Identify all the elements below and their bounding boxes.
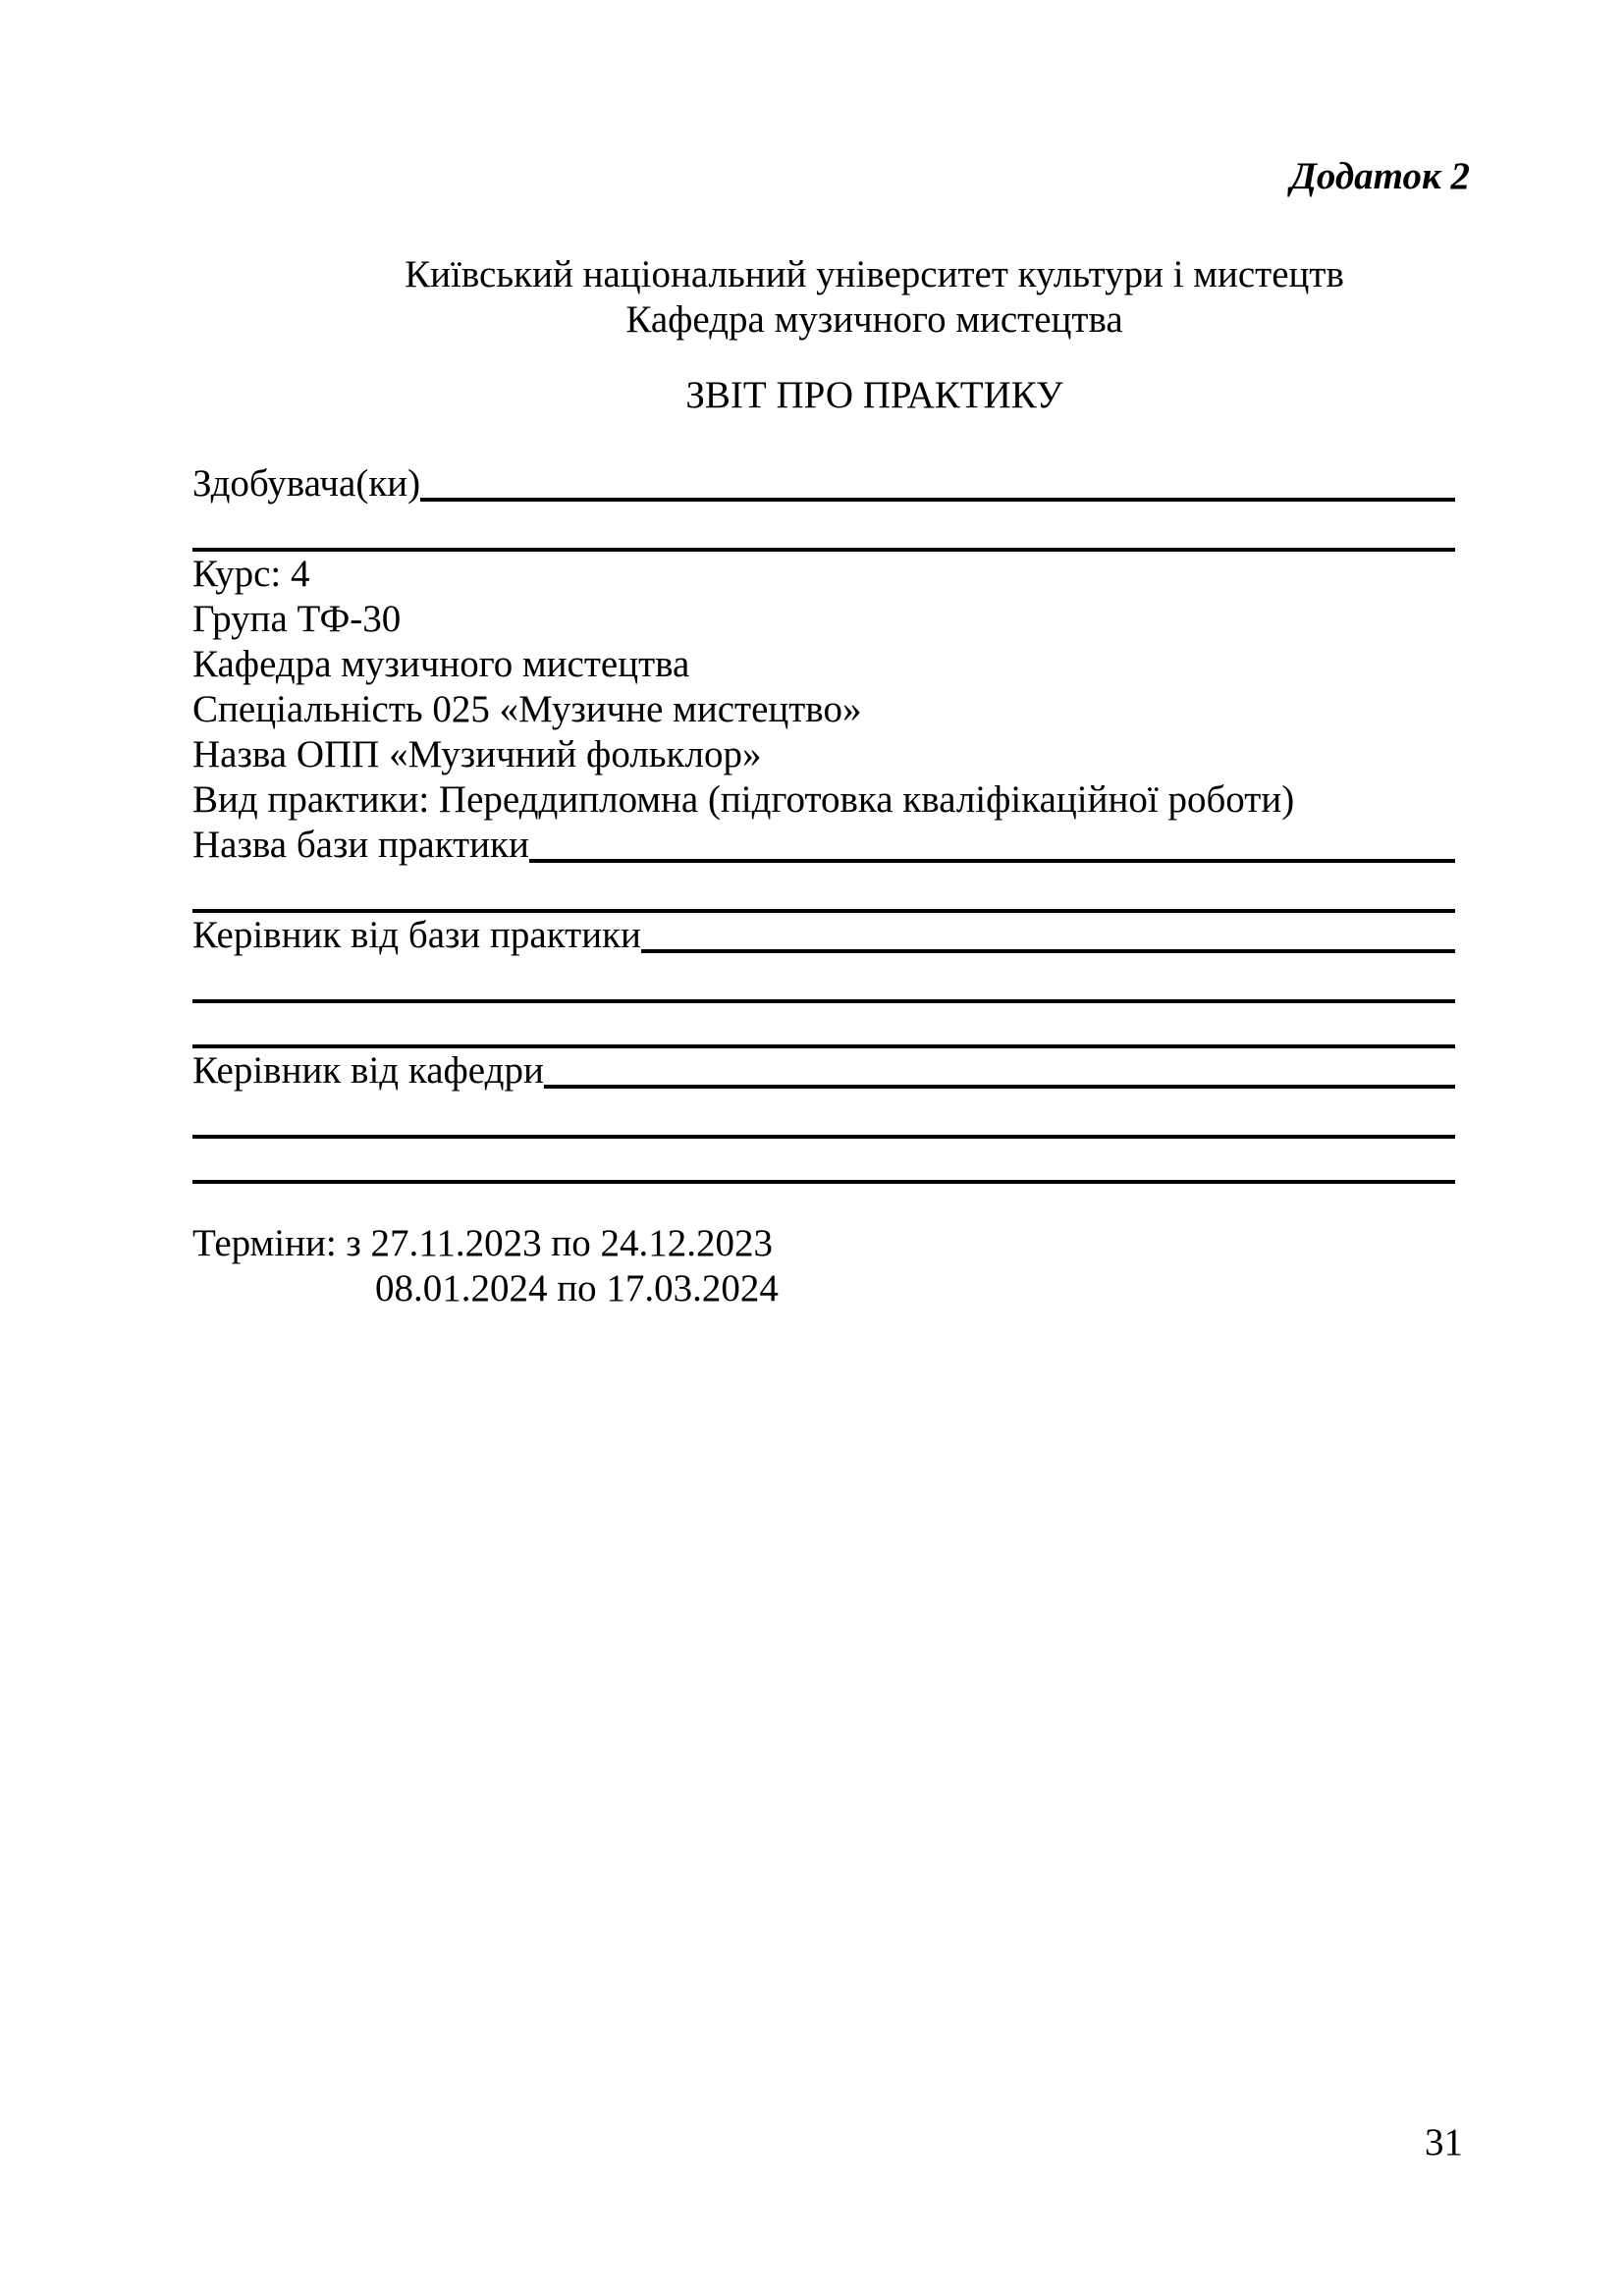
student-name-label: Здобувача(ки) (192, 462, 421, 505)
course-line: Курс: 4 (192, 553, 310, 595)
base-supervisor-row (192, 913, 1455, 958)
page-number: 31 (1425, 2121, 1463, 2163)
program-line: Назва ОПП «Музичний фольклор» (192, 733, 762, 775)
practice-base-row (192, 823, 1455, 868)
department-supervisor-field-line-3 (192, 1139, 1455, 1184)
base-supervisor-field (641, 913, 1455, 953)
department-line: Кафедра музичного мистецтва (192, 643, 690, 685)
base-supervisor-field-line-3 (192, 1003, 1455, 1048)
department-supervisor-field-line-2 (192, 1094, 1455, 1139)
base-supervisor-field-line-2 (192, 958, 1455, 1003)
practice-type-line: Вид практики: Переддипломна (підготовка кваліфікаційної роботи) (192, 778, 1295, 821)
practice-base-field (529, 823, 1455, 863)
department-supervisor-row (192, 1048, 1455, 1094)
document-content (192, 0, 1470, 1311)
practice-base-label: Назва бази практики (192, 824, 529, 866)
report-title: ЗВІТ ПРО ПРАКТИКУ (685, 374, 1063, 416)
practice-base-field-line-2 (192, 868, 1455, 913)
base-supervisor-label: Керівник від бази практики (192, 914, 641, 956)
group-line: Група ТФ-30 (192, 598, 402, 640)
department-supervisor-label: Керівник від кафедри (192, 1049, 544, 1092)
student-name-field (420, 461, 1455, 502)
department-supervisor-field (544, 1048, 1455, 1089)
student-name-row (192, 461, 1455, 507)
student-name-field-line-2 (192, 507, 1455, 552)
university-name: Київський національний університет культури і мистецтв (405, 253, 1344, 295)
terms-line-1: Терміни: з 27.11.2023 по 24.12.2023 (192, 1222, 773, 1264)
appendix-label: Додаток 2 (1290, 155, 1470, 197)
department-name: Кафедра музичного мистецтва (625, 298, 1123, 341)
specialty-line: Спеціальність 025 «Музичне мистецтво» (192, 688, 862, 730)
terms-line-2: 08.01.2024 по 17.03.2024 (375, 1267, 779, 1309)
